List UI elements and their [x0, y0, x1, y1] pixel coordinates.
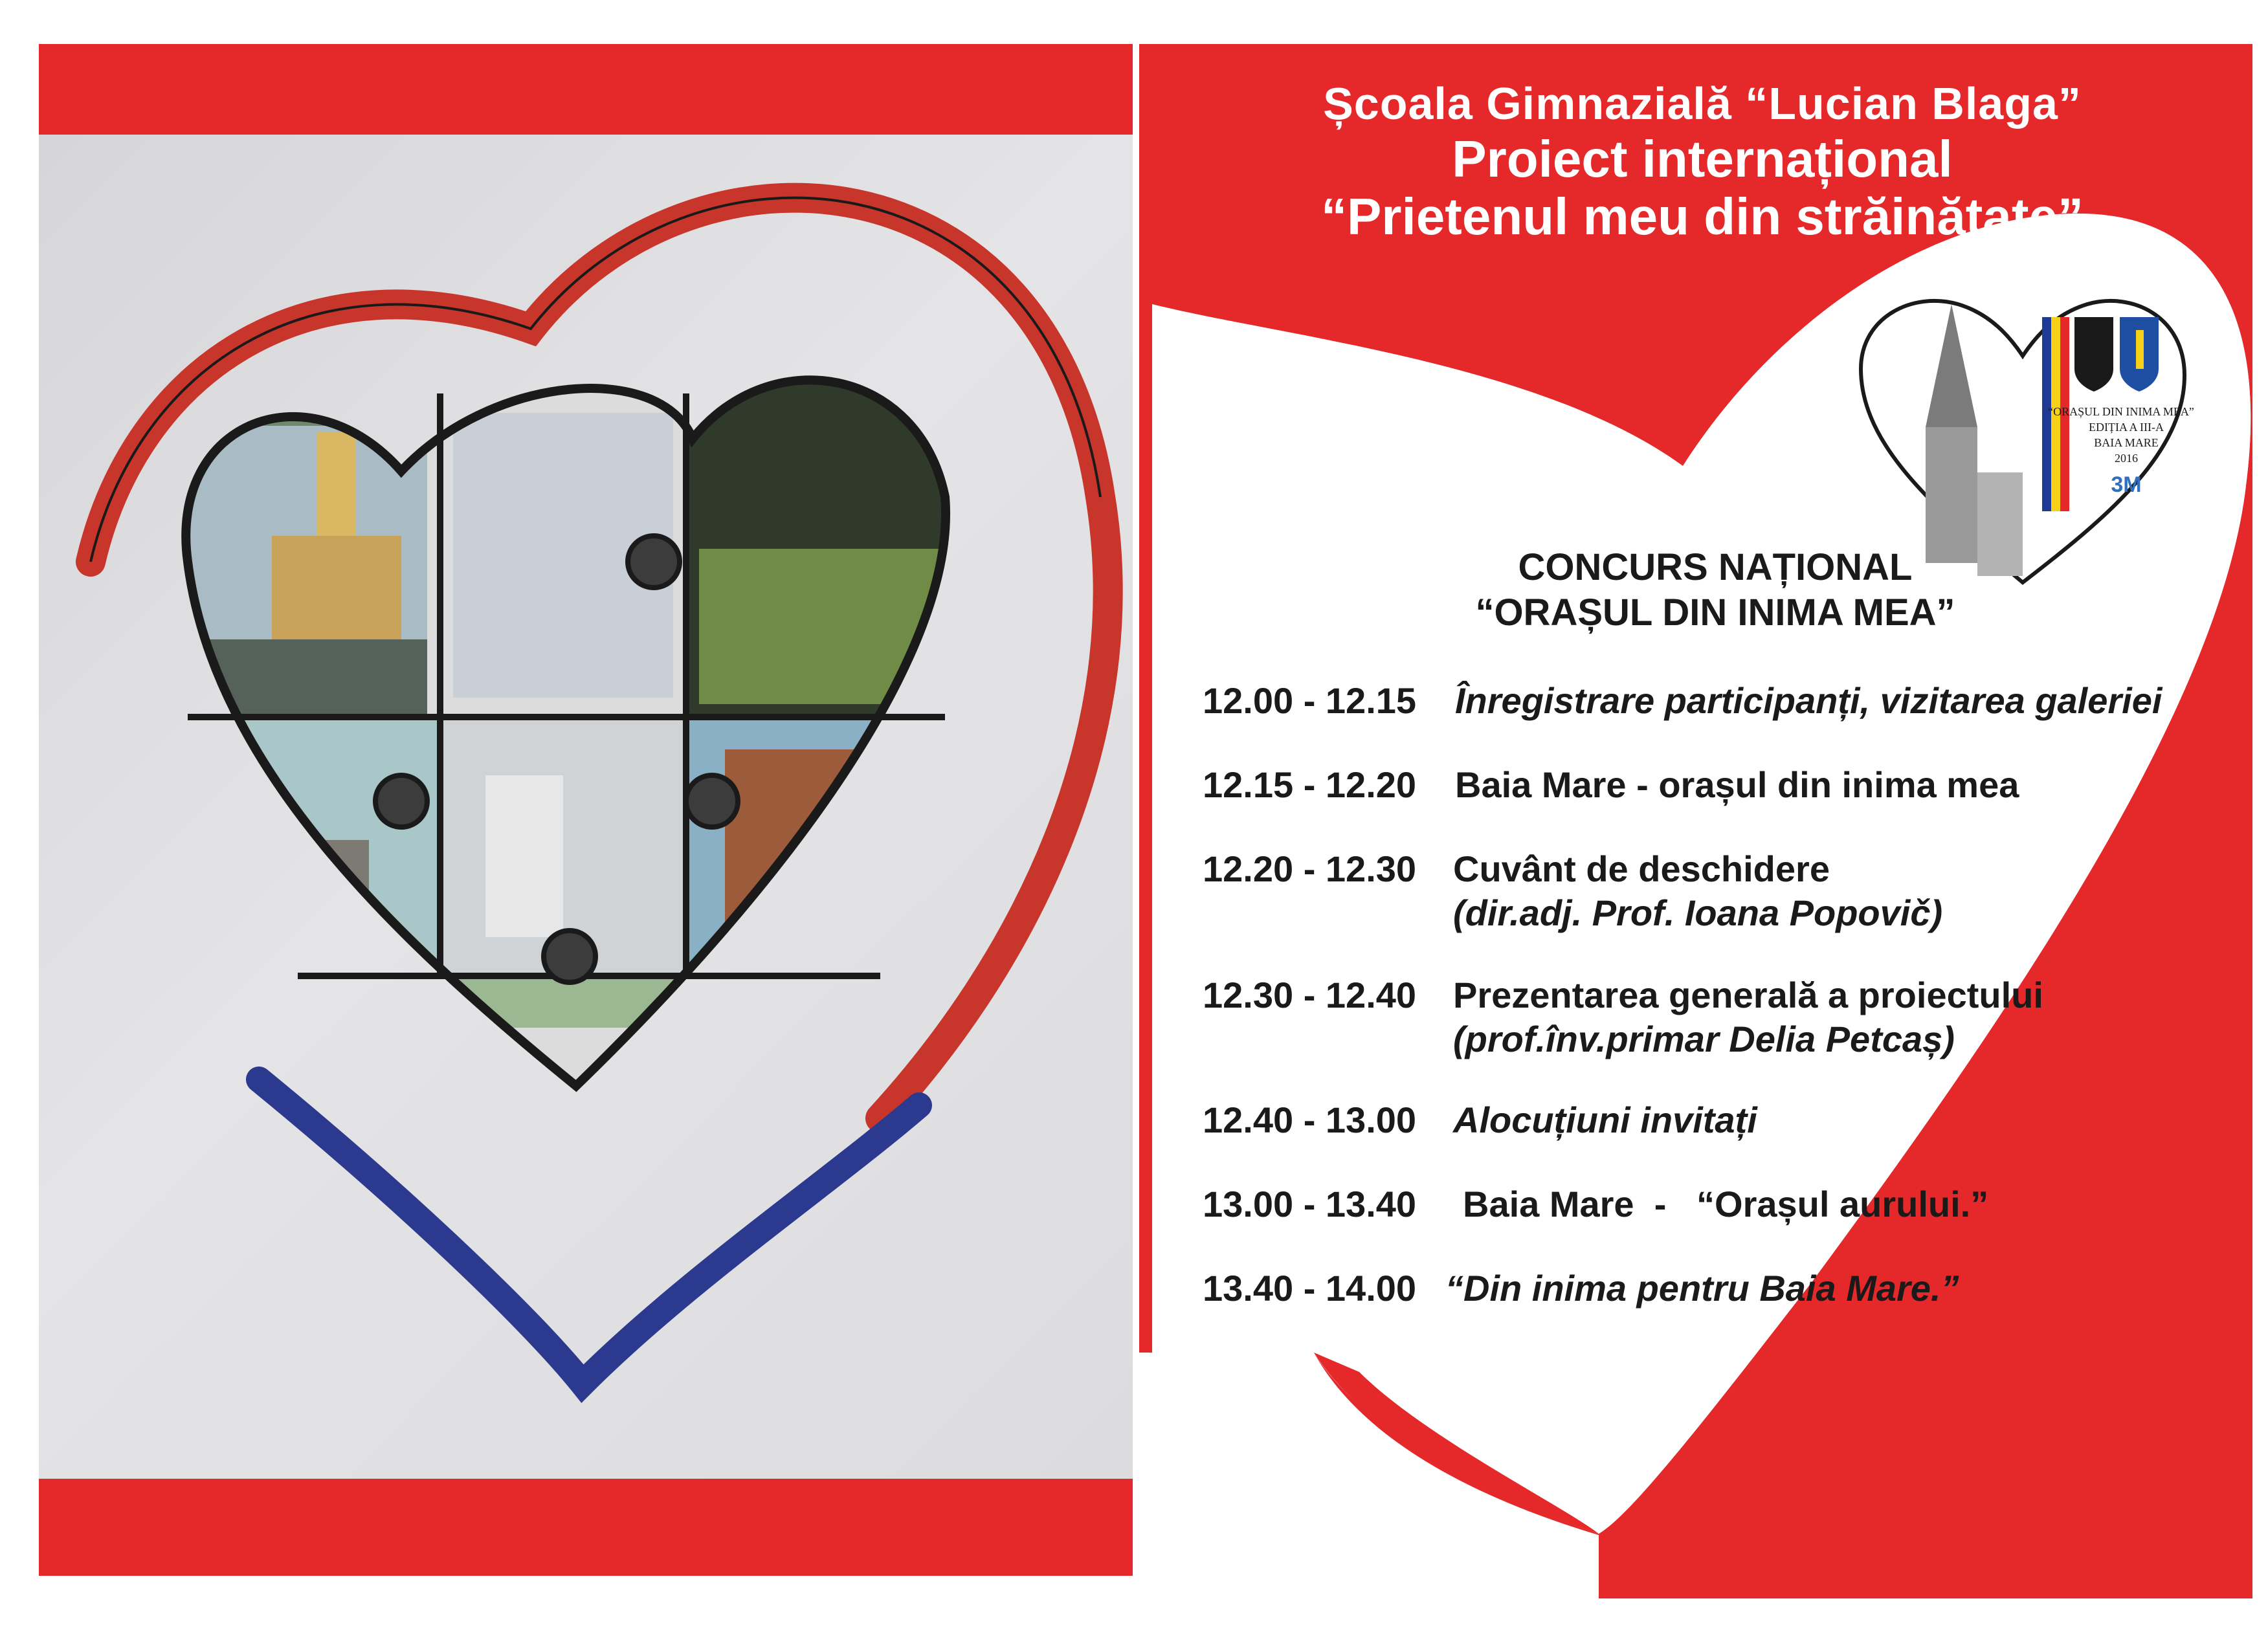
schedule-time: 12.30 - 12.40: [1203, 975, 1417, 1015]
schedule-row: [1203, 680, 2238, 744]
logo-text-2: EDIȚIA A III-A: [2089, 421, 2164, 434]
tower-body: [1926, 427, 1977, 563]
schedule-time: 12.40 - 13.00: [1203, 1100, 1417, 1140]
contest-line-2: “ORAȘUL DIN INIMA MEA”: [1475, 591, 1955, 634]
schedule-activity: Baia Mare - orașul din inima mea: [1455, 764, 2019, 805]
schedule-activity: “Din inima pentru Baia Mare.”: [1445, 1268, 1959, 1309]
logo-text-3: BAIA MARE: [2094, 436, 2159, 449]
coat-left: [2074, 317, 2113, 392]
schedule-activity: Alocuțiuni invitați: [1453, 1100, 1757, 1140]
logo-emblem: 3M: [2111, 472, 2142, 497]
schedule-activity: Prezentarea generală a proiectului: [1453, 975, 2043, 1015]
header: [1152, 76, 2252, 246]
schedule-time: 13.00 - 13.40: [1203, 1184, 1417, 1224]
logo-text-4: 2016: [2115, 452, 2138, 465]
schedule-time: 12.00 - 12.15: [1203, 680, 1417, 721]
project-name: “Prietenul meu din străinătate”: [1320, 188, 2084, 245]
schedule-detail: (dir.adj. Prof. Ioana Popovič): [1453, 892, 1943, 933]
schedule-activity: Baia Mare - “Orașul aurului.”: [1463, 1184, 1989, 1224]
schedule-time: 13.40 - 14.00: [1203, 1268, 1417, 1309]
schedule: [1203, 680, 2238, 1309]
schedule-time: 12.20 - 12.30: [1203, 848, 1417, 889]
schedule-detail: (prof.înv.primar Delia Petcaș): [1453, 1019, 1955, 1059]
contest-title: [1392, 545, 2039, 636]
schedule-activity: Cuvânt de deschidere: [1453, 848, 1830, 889]
project-title: Proiect internațional: [1452, 130, 1953, 188]
schedule-activity: Înregistrare participanți, vizitarea galeriei: [1455, 680, 2162, 721]
logo-text-1: “ORAȘUL DIN INIMA MEA”: [2048, 405, 2194, 418]
contest-line-1: CONCURS NAȚIONAL: [1518, 546, 1913, 588]
school-name: Școala Gimnazială “Lucian Blaga”: [1323, 78, 2082, 129]
schedule-time: 12.15 - 12.20: [1203, 764, 1417, 805]
coat-tower: [2136, 330, 2144, 369]
